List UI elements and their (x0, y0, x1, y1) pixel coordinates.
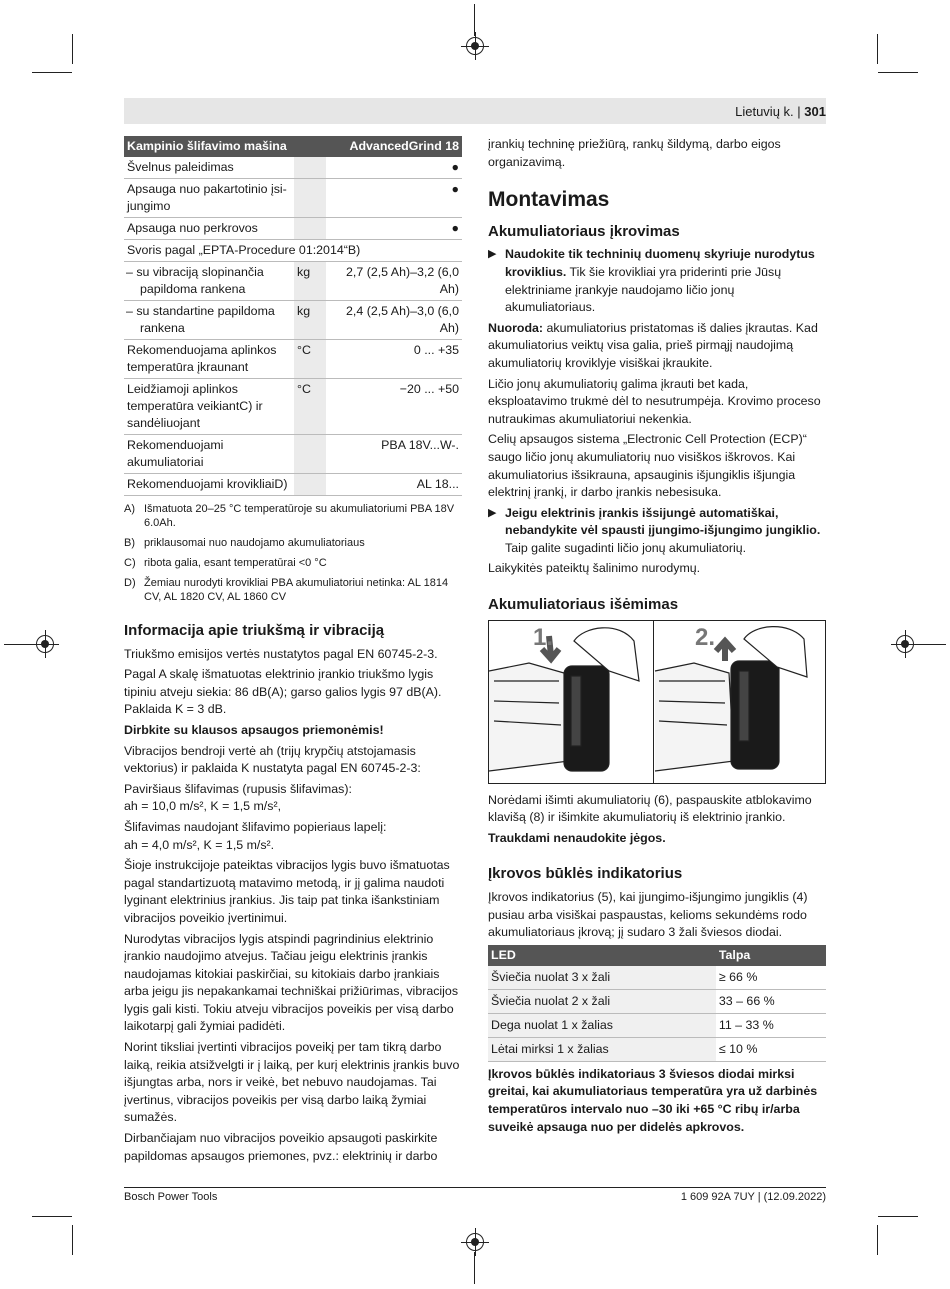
header-language: Lietuvių k. (735, 104, 794, 119)
spec-row-unit (294, 179, 326, 218)
crop-mark (878, 72, 918, 73)
crop-mark (877, 34, 878, 64)
noise-paragraph: ah = 4,0 m/s², K = 1,5 m/s². (124, 837, 275, 852)
header-separator: | (797, 104, 801, 119)
spec-row (124, 240, 462, 262)
noise-paragraph: Vibracijos bendroji vertė ah (trijų krypčių atstojamasis vektorius) ir paklaida K nustatyta pagal EN 60745-2-3: (124, 743, 421, 776)
footnote-key: A) (124, 503, 135, 515)
footnote-key: C) (124, 557, 136, 569)
registration-mark-icon (466, 37, 484, 55)
note-text: akumuliatorius pristatomas iš dalies įkrautas. Kad akumuliatorius veiktų visa galia, prieš pirmąjį naudojimą akumuliatorių kroviklyje visiškai įkraukite. (488, 320, 818, 370)
spec-row (124, 179, 462, 218)
spec-row-label: – su vibraciją slopinančia papildoma rankena (124, 262, 294, 301)
spec-title-right: AdvancedGrind 18 (326, 136, 462, 157)
registration-mark-icon (896, 635, 914, 653)
spec-row (124, 379, 462, 435)
registration-mark-icon (466, 1233, 484, 1251)
spec-row-value: 2,7 (2,5 Ah)–3,2 (6,0 Ah) (326, 262, 462, 301)
spec-row-value: ● (326, 218, 462, 240)
footnotes (124, 502, 462, 604)
left-column (124, 136, 462, 1168)
spec-row-unit (294, 435, 326, 474)
spec-row-value: PBA 18V...W-. (326, 435, 462, 474)
crop-mark (72, 34, 73, 64)
noise-paragraph: Norint tiksliai įvertinti vibracijos poveikį per tam tikrą darbo laiką, reikia atsižvelgti ir į laiką, per kurį elektrinis įrankis buvo išjungtas arba, nors ir veikė, bet nebuvo naudojamas. Tai įvertinus, vibracijos poveikis per visą darbo laiką žymiai sumažės. (124, 1040, 460, 1125)
auto-off-rest: Taip galite sugadinti ličio jonų akumuliatorių. (505, 540, 747, 555)
crop-mark (474, 1252, 475, 1284)
crop-mark (32, 72, 72, 73)
charging-bullet-rest: Tik šie krovikliai yra priderinti prie Jūsų elektriniame įrankyje naudojamo ličio jonų akumuliatoriaus. (505, 264, 782, 315)
spec-row-label: Rekomenduojami krovikliaiD) (124, 474, 294, 496)
spec-row-label: Apsauga nuo perkrovos (124, 218, 294, 240)
spec-row-label: Rekomenduojama aplinkos temperatūra įkraunant (124, 340, 294, 379)
led-state: Lėtai mirksi 1 x žalias (488, 1037, 716, 1061)
spec-row-label: Leidžiamoji aplinkos temperatūra veikiantC) ir sandėliuojant (124, 379, 294, 435)
note-label: Nuoroda: (488, 320, 544, 335)
final-warning: Įkrovos būklės indikatoriaus 3 šviesos diodai mirksi greitai, kai akumuliatoriaus temperatūra yra už darbinės temperatūros intervalo nuo –30 iki +65 °C ribų ir/arba suveikė apsauga nuo per didelės apkrovos. (488, 1066, 818, 1134)
removal-heading: Akumuliatoriaus išėmimas (488, 596, 679, 614)
led-state: Dega nuolat 1 x žalias (488, 1013, 716, 1037)
spec-row-value: 2,4 (2,5 Ah)–3,0 (6,0 Ah) (326, 301, 462, 340)
footnote-text: Išmatuota 20–25 °C temperatūroje su akumuliatoriumi PBA 18V 6.0Ah. (144, 503, 455, 529)
removal-text: Norėdami išimti akumuliatorių (6), paspauskite atblokavimo klavišą (8) ir išimkite akumuliatorių iš elektrinio įrankio. (488, 792, 812, 825)
led-row (488, 966, 826, 990)
capacity-col-header: Talpa (716, 945, 826, 966)
liion-paragraph: Ličio jonų akumuliatorių galima įkrauti bet kada, eksploatavimo trukmė dėl to nesutrumpėja. Krovimo proceso nutraukimas akumuliatoriui nekenkia. (488, 376, 821, 426)
footnote-text: Žemiau nurodyti krovikliai PBA akumuliatoriui netinka: AL 1814 CV, AL 1820 CV, AL 1860 CV (144, 577, 449, 603)
noise-paragraph: ah = 10,0 m/s², K = 1,5 m/s², (124, 799, 282, 814)
auto-off-bold: Jeigu elektrinis įrankis išsijungė automatiškai, nebandykite vėl spausti įjungimo-išjungimo jungiklio. (505, 505, 821, 538)
charging-bullet-bold: Naudokite tik techninių duomenų skyriuje nurodytus kroviklius. (505, 247, 815, 279)
led-capacity: ≤ 10 % (716, 1037, 826, 1061)
footnote (124, 556, 462, 570)
noise-paragraph: Šioje instrukcijoje pateiktas vibracijos lygis buvo išmatuotas pagal standartizuotą matavimo metodą, ir jį galima naudoti lyginant elektrinius įrankius. Jis taip pat tinka išankstiniam vibracijos poveikio įvertinimui. (124, 858, 450, 925)
crop-mark (916, 644, 946, 645)
right-column (488, 136, 826, 1139)
battery-removal-illustration (488, 620, 826, 784)
noise-paragraph: Pagal A skalę išmatuotas elektrinio įrankio triukšmo lygis tipiniu atveju siekia: 86 dB(A); garso galios lygis 97 dB(A). Paklaida K = 3 dB. (124, 667, 442, 717)
spec-row-unit (294, 474, 326, 496)
footnote-key: D) (124, 577, 136, 589)
spec-row-label: Švelnus paleidimas (124, 157, 294, 179)
spec-row (124, 340, 462, 379)
spec-row-label: Svoris pagal „EPTA-Procedure 01:2014“B) (124, 240, 462, 262)
spec-row-unit: kg (294, 301, 326, 340)
led-row (488, 1037, 826, 1061)
spec-row-value: ● (326, 179, 462, 218)
step-2-label: 2. (695, 623, 716, 651)
page-header (735, 104, 826, 119)
spec-row-label: Rekomenduojami akumuliatoriai (124, 435, 294, 474)
led-table (488, 945, 826, 1062)
led-state: Šviečia nuolat 3 x žali (488, 966, 716, 990)
spec-row (124, 474, 462, 496)
footer-rule (124, 1187, 826, 1188)
noise-paragraph: Triukšmo emisijos vertės nustatytos pagal EN 60745-2-3. (124, 646, 438, 661)
spec-row-unit (294, 218, 326, 240)
noise-heading: Informacija apie triukšmą ir vibraciją (124, 622, 385, 639)
spec-row-value: AL 18... (326, 474, 462, 496)
disposal-text: Laikykitės pateiktų šalinimo nurodymų. (488, 561, 701, 576)
removal-warning: Traukdami nenaudokite jėgos. (488, 830, 666, 845)
noise-paragraph: Šlifavimas naudojant šlifavimo popieriaus lapelį: (124, 819, 387, 834)
spec-row-unit: kg (294, 262, 326, 301)
footnote-key: B) (124, 537, 135, 549)
led-capacity: ≥ 66 % (716, 966, 826, 990)
footer-left: Bosch Power Tools (124, 1191, 218, 1203)
note-paragraph (488, 320, 826, 373)
spec-row (124, 301, 462, 340)
led-capacity: 11 – 33 % (716, 1013, 826, 1037)
charging-heading: Akumuliatoriaus įkrovimas (488, 222, 680, 240)
spec-row (124, 157, 462, 179)
indicator-heading: Įkrovos būklės indikatorius (488, 865, 683, 883)
crop-mark (878, 1216, 918, 1217)
crop-mark (32, 1216, 72, 1217)
footer-right: 1 609 92A 7UY | (12.09.2022) (680, 1191, 826, 1203)
spec-row-label: – su standartine papildoma rankena (124, 301, 294, 340)
spec-body (124, 157, 462, 496)
led-state: Šviečia nuolat 2 x žali (488, 989, 716, 1013)
indicator-text: Įkrovos indikatorius (5), kai įjungimo-išjungimo jungiklis (4) pusiau arba visiškai paspaustas, kelioms sekundėms rodo akumuliatoriaus įkrovą; jį sudaro 3 žali šviesos diodai. (488, 890, 808, 940)
spec-row-value: 0 ... +35 (326, 340, 462, 379)
spec-table (124, 136, 462, 496)
footnote-text: ribota galia, esant temperatūrai <0 °C (144, 557, 327, 569)
auto-off-bullet: ▶ Jeigu elektrinis įrankis išsijungė automatiškai, nebandykite vėl spausti įjungimo-išjungimo jungiklio. Taip galite sugadinti ličio jonų akumuliatorių. (488, 505, 821, 555)
led-row (488, 989, 826, 1013)
spec-row-unit: °C (294, 340, 326, 379)
footnote (124, 502, 462, 530)
spec-row-label: Apsauga nuo pakartotinio įsi-jungimo (124, 179, 294, 218)
footnote-text: priklausomai nuo naudojamo akumuliatoriaus (144, 537, 365, 549)
led-col-header: LED (488, 945, 716, 966)
crop-mark (877, 1225, 878, 1255)
crop-mark (72, 1225, 73, 1255)
spec-row-unit (294, 157, 326, 179)
crop-mark (4, 644, 34, 645)
noise-paragraph: Paviršiaus šlifavimas (rupusis šlifavimas): (124, 781, 352, 796)
spec-row-value: −20 ... +50 (326, 379, 462, 435)
spec-row-value: ● (326, 157, 462, 179)
spec-title-left: Kampinio šlifavimo mašina (124, 136, 326, 157)
spec-row (124, 435, 462, 474)
footnote (124, 536, 462, 550)
ecp-paragraph: Celių apsaugos sistema „Electronic Cell Protection (ECP)“ saugo ličio jonų akumuliatorių nuo visiškos iškrovos. Kai akumuliatorius išsikrauna, apsauginis išjungiklis išjungia elektrinį įrankį, ir darbo įrankis nebesisuka. (488, 432, 807, 500)
step-1-label: 1. (533, 623, 554, 651)
charging-bullet: ▶ Naudokite tik techninių duomenų skyriuje nurodytus kroviklius. Tik šie krovikliai yra priderinti prie Jūsų elektriniame įrankyje naudojamo ličio jonų akumuliatoriaus. (488, 247, 815, 315)
montavimas-heading: Montavimas (488, 188, 610, 212)
page-number: 301 (804, 104, 826, 119)
noise-paragraph: Dirbančiajam nuo vibracijos poveikio apsaugoti paskirkite papildomas apsaugos priemones, pvz.: elektrinių ir darbo (124, 1131, 438, 1163)
noise-paragraph: Dirbkite su klausos apsaugos priemonėmis! (124, 722, 384, 737)
led-body (488, 966, 826, 1062)
noise-paragraph: Nurodytas vibracijos lygis atspindi pagrindinius elektrinio įrankio naudojimo atvejus. Tačiau jeigu elektrinis įrankis naudojamas kitokiai paskirčiai, su kitokiais darbo įrankiais arba jeigu jis nepakankamai techniškai prižiūrimas, vibracijos lygis gali kisti. Tokiu atveju vibracijos poveikis per visą darbo laikotarpį gali žymiai padidėti. (124, 931, 459, 1034)
spec-row (124, 218, 462, 240)
noise-paragraphs (124, 646, 462, 1166)
continuation-text: įrankių techninę priežiūrą, rankų šildymą, darbo eigos organizavimą. (488, 137, 781, 169)
footnote (124, 576, 462, 604)
registration-mark-icon (36, 635, 54, 653)
spec-row (124, 262, 462, 301)
led-capacity: 33 – 66 % (716, 989, 826, 1013)
spec-row-unit: °C (294, 379, 326, 435)
led-row (488, 1013, 826, 1037)
header-band (124, 98, 826, 124)
